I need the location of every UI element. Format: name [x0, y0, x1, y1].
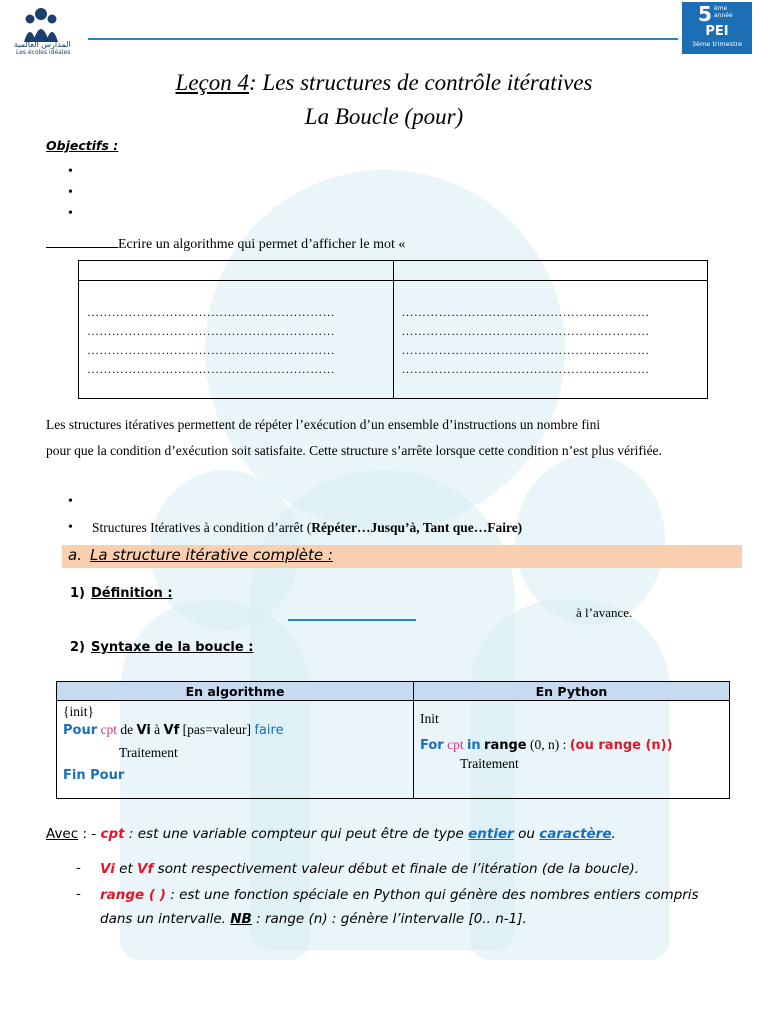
answer-header-left	[79, 261, 394, 281]
badge-program: PEI	[705, 24, 729, 39]
watermark-head-right	[515, 455, 665, 625]
header-divider	[88, 38, 678, 40]
intro-exercise: Ecrire un algorithme qui permet d’afficher le mot «	[46, 236, 405, 253]
badge-superscript: ème année	[714, 5, 733, 19]
lesson-title: Leçon 4: Les structures de contrôle itératives	[175, 70, 593, 95]
paragraph-line-1: Les structures itératives permettent de répéter l’exécution d’un ensemble d’instructions un nombre fini	[46, 417, 601, 432]
definition-trailing: à l’avance.	[576, 605, 633, 620]
objectif-bullet: •	[68, 206, 73, 221]
syntax-cell-python: Init For cpt in range (0, n) : (ou range (n)) Traitement	[414, 701, 730, 799]
list-item-vi-vf: Vi et Vf sont respectivement valeur début et finale de l’itération (de la boucle).	[100, 861, 640, 877]
logo-text-french: Les écoles idéales	[16, 49, 71, 56]
blank-line	[46, 236, 118, 248]
definition-heading: 1) Définition :	[70, 586, 173, 601]
badge-number: 5	[698, 2, 712, 26]
list-dash: -	[76, 886, 81, 902]
definition-blank-line	[288, 619, 416, 621]
objectif-bullet: •	[68, 164, 73, 179]
iterative-structures-item: Structures Itératives à condition d’arrêt (Répéter…Jusqu’à, Tant que…Faire)	[92, 520, 523, 535]
list-dash: -	[76, 860, 81, 876]
answer-table	[78, 260, 708, 399]
objectifs-heading: Objectifs :	[46, 138, 119, 153]
syntax-cell-algo: {init} Pour cpt de Vi à Vf [pas=valeur] faire Traitement Fin Pour	[57, 701, 414, 799]
objectif-bullet: •	[68, 185, 73, 200]
grade-badge	[682, 2, 752, 54]
avec-line: Avec : - cpt : est une variable compteur qui peut être de type entier ou caractère.	[46, 826, 616, 842]
answer-header-right	[393, 261, 708, 281]
section-letter: a.	[68, 546, 82, 564]
bullet-marker: •	[68, 520, 73, 535]
section-a-banner	[62, 545, 742, 568]
logo-text-arabic: المدارس العالمية	[14, 40, 71, 49]
syntax-table	[56, 681, 730, 799]
badge-term: 3ème trimestre	[691, 40, 743, 48]
section-title: La structure itérative complète :	[90, 546, 333, 564]
list-item-range: range ( ) : est une fonction spéciale en Python qui génère des nombres entiers compris dans un intervalle. NB : range (n) : génère l’intervalle [0.. n-1].	[100, 887, 699, 927]
lesson-subtitle: La Boucle (pour)	[304, 104, 464, 129]
answer-cell-left: …………………………………………………… …………………………………………………… …………………………………………………… ……………………………………………………	[79, 281, 394, 399]
syntax-header-python: En Python	[414, 682, 730, 701]
paragraph-line-2: pour que la condition d’exécution soit satisfaite. Cette structure s’arrête lorsque cette condition n’est plus vérifiée.	[46, 443, 662, 458]
empty-bullet: •	[68, 494, 73, 509]
syntax-header-algo: En algorithme	[57, 682, 414, 701]
syntax-heading: 2) Syntaxe de la boucle :	[70, 640, 254, 655]
answer-cell-right: …………………………………………………… …………………………………………………… …………………………………………………… ……………………………………………………	[393, 281, 708, 399]
